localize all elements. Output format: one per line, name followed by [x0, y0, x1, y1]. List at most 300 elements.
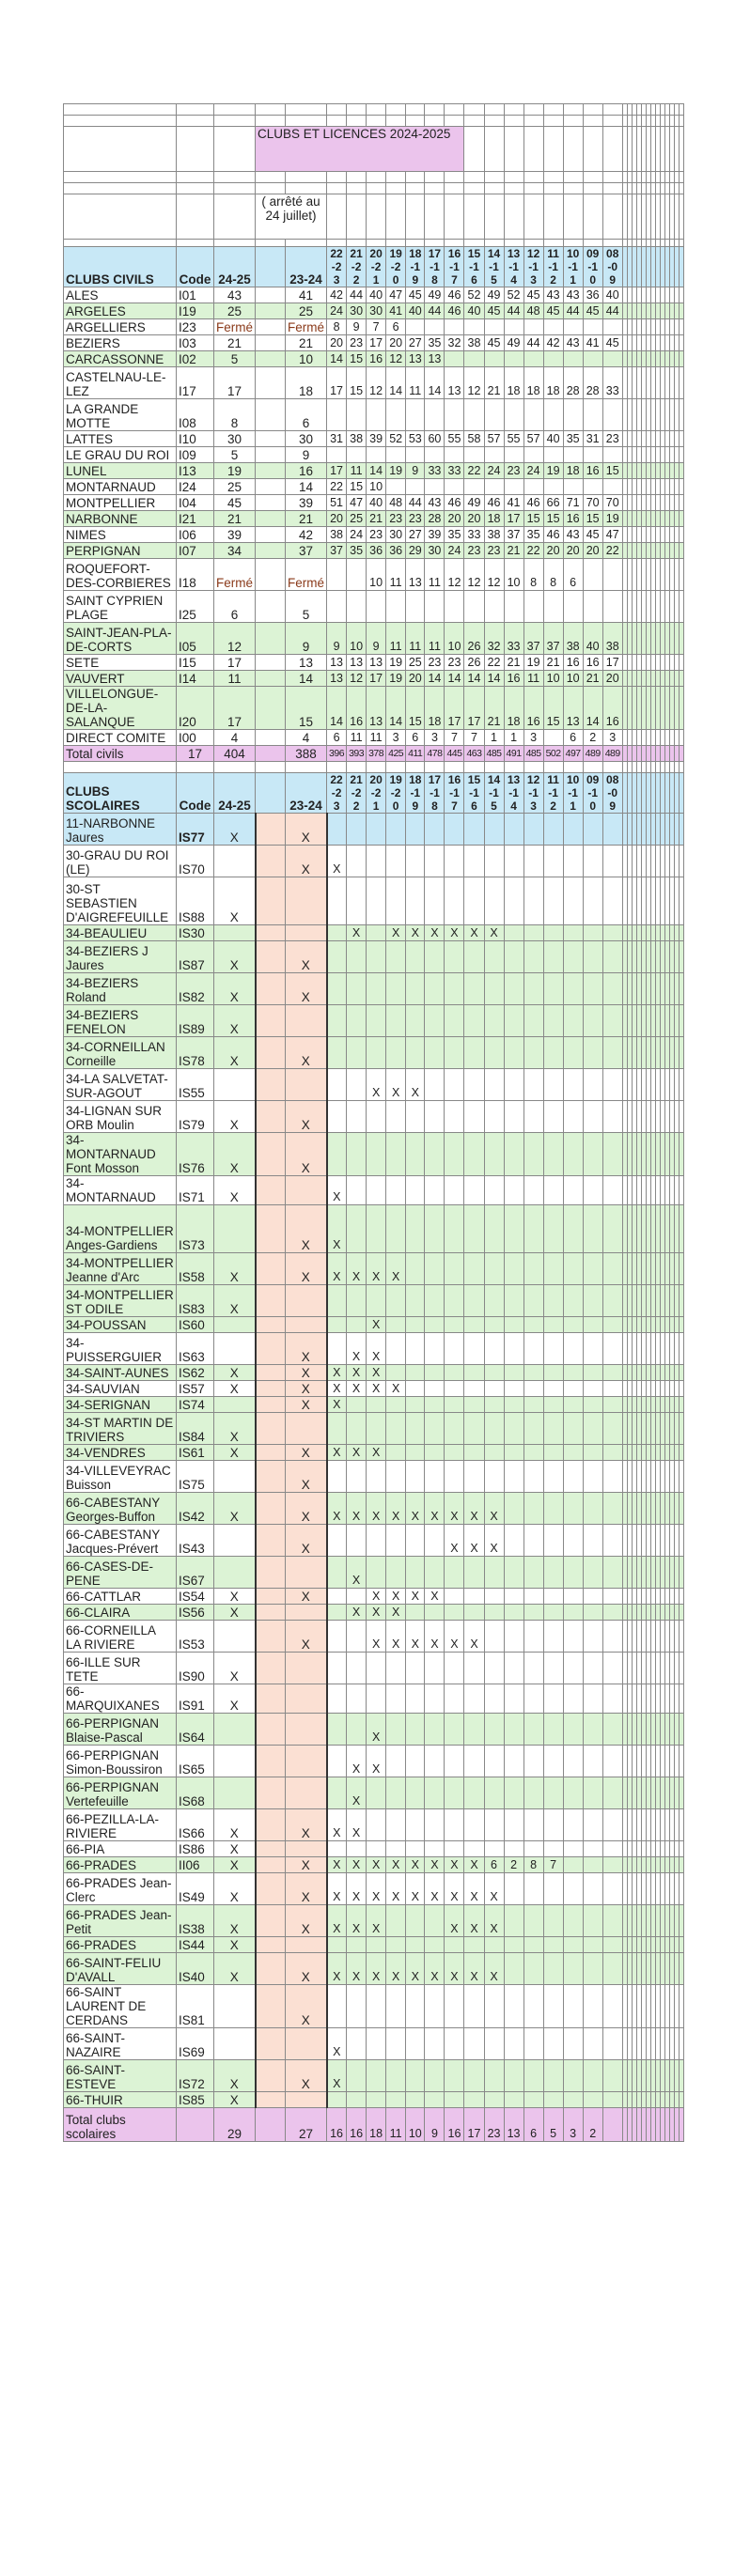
club-code[interactable]: IS76 — [177, 1133, 214, 1176]
licences-2324[interactable]: 14 — [286, 479, 327, 495]
season-value[interactable]: 70 — [583, 495, 602, 511]
licences-2324[interactable]: X — [286, 1461, 327, 1493]
season-value[interactable]: 7 — [445, 730, 464, 746]
club-code[interactable]: II06 — [177, 1857, 214, 1873]
total-season[interactable]: 10 — [406, 2108, 425, 2142]
season-value[interactable] — [327, 2092, 347, 2108]
season-value[interactable]: 9 — [347, 319, 367, 335]
season-value[interactable]: 42 — [543, 335, 563, 351]
season-value[interactable]: X — [386, 925, 406, 941]
season-value[interactable] — [406, 1285, 425, 1317]
empty-cell[interactable] — [504, 172, 523, 183]
season-value[interactable] — [445, 351, 464, 367]
season-value[interactable]: X — [347, 1605, 367, 1621]
licences-2425[interactable]: X — [214, 1873, 256, 1905]
season-value[interactable]: X — [347, 925, 367, 941]
season-value[interactable] — [445, 1005, 464, 1037]
licences-2425[interactable]: 8 — [214, 399, 256, 431]
season-value[interactable] — [523, 1101, 543, 1133]
season-value[interactable] — [425, 319, 445, 335]
licences-2425[interactable] — [214, 1714, 256, 1746]
season-value[interactable]: 37 — [523, 623, 543, 655]
season-value[interactable] — [425, 1397, 445, 1413]
season-value[interactable]: X — [367, 1333, 386, 1365]
season-value[interactable] — [583, 2092, 602, 2108]
season-value[interactable] — [464, 1653, 484, 1684]
empty-cell[interactable] — [563, 240, 583, 247]
licences-2425[interactable]: 25 — [214, 479, 256, 495]
season-value[interactable] — [425, 1746, 445, 1777]
empty-cell[interactable] — [256, 877, 286, 925]
season-value[interactable] — [445, 846, 464, 877]
season-value[interactable]: X — [347, 1857, 367, 1873]
season-value[interactable]: 23 — [602, 431, 622, 447]
season-value[interactable]: 22 — [523, 543, 543, 559]
empty-cell[interactable] — [256, 846, 286, 877]
season-value[interactable] — [464, 1333, 484, 1365]
season-value[interactable]: X — [445, 1621, 464, 1653]
season-value[interactable]: X — [386, 1621, 406, 1653]
licences-2324[interactable]: 18 — [286, 367, 327, 399]
season-value[interactable] — [464, 973, 484, 1005]
season-value[interactable] — [425, 1285, 445, 1317]
season-value[interactable] — [406, 1445, 425, 1461]
season-value[interactable] — [386, 591, 406, 623]
empty-cell[interactable] — [347, 183, 367, 194]
empty-cell[interactable] — [386, 194, 406, 240]
season-value[interactable] — [583, 1841, 602, 1857]
season-value[interactable]: 20 — [327, 335, 347, 351]
licences-2425[interactable]: X — [214, 1445, 256, 1461]
season-value[interactable] — [523, 1809, 543, 1841]
season-value[interactable]: 43 — [425, 495, 445, 511]
empty-cell[interactable] — [386, 104, 406, 116]
season-value[interactable] — [386, 1397, 406, 1413]
season-value[interactable] — [464, 1317, 484, 1333]
empty-cell[interactable] — [347, 104, 367, 116]
season-value[interactable] — [583, 1461, 602, 1493]
empty-cell[interactable] — [602, 240, 622, 247]
season-value[interactable]: 29 — [406, 543, 425, 559]
season-value[interactable]: X — [327, 2060, 347, 2092]
season-value[interactable]: X — [386, 1857, 406, 1873]
season-value[interactable] — [523, 925, 543, 941]
season-value[interactable] — [347, 2060, 367, 2092]
season-value[interactable] — [583, 1333, 602, 1365]
empty-cell[interactable] — [406, 762, 425, 773]
club-name[interactable]: CARCASSONNE — [64, 351, 177, 367]
season-value[interactable] — [327, 1937, 347, 1953]
table-row[interactable] — [64, 1857, 684, 1873]
club-code[interactable]: IS87 — [177, 941, 214, 973]
empty-cell[interactable] — [679, 1317, 683, 1333]
season-value[interactable]: 19 — [386, 463, 406, 479]
licences-2425[interactable]: X — [214, 1684, 256, 1714]
season-value[interactable] — [445, 2060, 464, 2092]
empty-cell[interactable] — [256, 1365, 286, 1381]
licences-2425[interactable]: X — [214, 1653, 256, 1684]
empty-cell[interactable] — [286, 240, 327, 247]
season-value[interactable] — [563, 1381, 583, 1397]
empty-cell[interactable] — [406, 116, 425, 127]
empty-cell[interactable] — [386, 183, 406, 194]
empty-cell[interactable] — [679, 1461, 683, 1493]
season-value[interactable]: X — [367, 1621, 386, 1653]
licences-2425[interactable] — [214, 1317, 256, 1333]
season-value[interactable] — [583, 814, 602, 846]
season-value[interactable]: X — [425, 1953, 445, 1985]
season-value[interactable] — [504, 479, 523, 495]
empty-cell[interactable] — [256, 1133, 286, 1176]
licences-2425[interactable] — [214, 2028, 256, 2060]
empty-cell[interactable] — [64, 762, 177, 773]
season-value[interactable] — [367, 1985, 386, 2028]
season-value[interactable]: 18 — [523, 367, 543, 399]
season-value[interactable] — [347, 1621, 367, 1653]
season-value[interactable] — [406, 1365, 425, 1381]
season-value[interactable] — [484, 1381, 504, 1397]
season-value[interactable]: 11 — [425, 559, 445, 591]
season-value[interactable] — [583, 1037, 602, 1069]
season-header[interactable]: 12-13 — [523, 247, 543, 287]
season-value[interactable]: X — [367, 1714, 386, 1746]
licences-2324[interactable] — [286, 1557, 327, 1589]
season-value[interactable]: 44 — [523, 335, 543, 351]
empty-cell[interactable] — [679, 1953, 683, 1985]
empty-cell[interactable] — [679, 1069, 683, 1101]
licences-2324[interactable]: 21 — [286, 511, 327, 527]
season-value[interactable] — [602, 1205, 622, 1253]
season-value[interactable]: X — [347, 1557, 367, 1589]
empty-cell[interactable] — [679, 2108, 683, 2142]
empty-cell[interactable] — [602, 762, 622, 773]
empty-cell[interactable] — [256, 183, 286, 194]
season-value[interactable]: 21 — [583, 671, 602, 687]
licences-2425[interactable]: 25 — [214, 303, 256, 319]
season-value[interactable]: 11 — [406, 367, 425, 399]
empty-cell[interactable] — [602, 194, 622, 240]
season-header[interactable]: 09-10 — [583, 247, 602, 287]
empty-cell[interactable] — [679, 1205, 683, 1253]
season-value[interactable] — [563, 1397, 583, 1413]
season-value[interactable] — [406, 1841, 425, 1857]
season-value[interactable] — [602, 1841, 622, 1857]
season-value[interactable] — [543, 925, 563, 941]
club-code[interactable]: IS89 — [177, 1005, 214, 1037]
season-value[interactable] — [563, 1176, 583, 1205]
season-value[interactable]: X — [464, 1905, 484, 1937]
licences-2324[interactable]: X — [286, 1809, 327, 1841]
season-value[interactable]: 1 — [484, 730, 504, 746]
season-value[interactable] — [583, 1253, 602, 1285]
club-name[interactable]: 66-CABESTANY Jacques-Prévert — [64, 1525, 177, 1557]
empty-cell[interactable] — [679, 511, 683, 527]
empty-cell[interactable] — [679, 655, 683, 671]
season-value[interactable] — [543, 1253, 563, 1285]
season-value[interactable] — [543, 319, 563, 335]
season-value[interactable] — [464, 1841, 484, 1857]
season-value[interactable] — [425, 1037, 445, 1069]
club-code[interactable]: IS40 — [177, 1953, 214, 1985]
season-value[interactable] — [367, 1841, 386, 1857]
season-value[interactable] — [484, 2092, 504, 2108]
season-value[interactable] — [602, 399, 622, 431]
season-value[interactable]: 38 — [464, 335, 484, 351]
season-value[interactable] — [563, 1333, 583, 1365]
season-header[interactable]: 19-20 — [386, 773, 406, 814]
season-value[interactable] — [367, 1809, 386, 1841]
season-header[interactable]: 22-23 — [327, 247, 347, 287]
season-value[interactable] — [504, 1413, 523, 1445]
season-value[interactable] — [504, 1746, 523, 1777]
empty-cell[interactable] — [679, 1285, 683, 1317]
empty-cell[interactable] — [177, 104, 214, 116]
empty-cell[interactable] — [256, 1985, 286, 2028]
season-value[interactable] — [425, 1005, 445, 1037]
club-code[interactable]: IS56 — [177, 1605, 214, 1621]
empty-cell[interactable] — [256, 687, 286, 730]
table-row[interactable] — [64, 591, 684, 623]
season-value[interactable] — [602, 1176, 622, 1205]
season-value[interactable] — [327, 1777, 347, 1809]
season-value[interactable]: 40 — [464, 303, 484, 319]
season-value[interactable] — [504, 1101, 523, 1133]
season-header[interactable]: 17-18 — [425, 247, 445, 287]
season-value[interactable] — [504, 1333, 523, 1365]
season-value[interactable] — [464, 2060, 484, 2092]
table-row[interactable] — [64, 973, 684, 1005]
season-value[interactable]: X — [386, 1873, 406, 1905]
empty-cell[interactable] — [256, 240, 286, 247]
season-value[interactable] — [563, 1937, 583, 1953]
season-value[interactable] — [583, 1365, 602, 1381]
empty-cell[interactable] — [256, 335, 286, 351]
empty-cell[interactable] — [464, 104, 484, 116]
club-code[interactable]: IS68 — [177, 1777, 214, 1809]
empty-cell[interactable] — [679, 479, 683, 495]
season-value[interactable] — [583, 973, 602, 1005]
season-value[interactable] — [464, 1777, 484, 1809]
licences-2324[interactable]: 10 — [286, 351, 327, 367]
season-value[interactable] — [464, 846, 484, 877]
season-value[interactable]: 17 — [327, 463, 347, 479]
empty-cell[interactable] — [386, 172, 406, 183]
season-value[interactable] — [583, 559, 602, 591]
season-value[interactable] — [484, 877, 504, 925]
total-season[interactable]: 5 — [543, 2108, 563, 2142]
season-value[interactable] — [347, 1937, 367, 1953]
empty-cell[interactable] — [464, 172, 484, 183]
season-value[interactable] — [523, 1841, 543, 1857]
empty-cell[interactable] — [256, 1493, 286, 1525]
licences-2425[interactable]: X — [214, 2060, 256, 2092]
empty-cell[interactable] — [406, 183, 425, 194]
season-value[interactable] — [386, 1746, 406, 1777]
season-header[interactable]: 21-22 — [347, 773, 367, 814]
season-value[interactable]: 42 — [327, 287, 347, 303]
empty-cell[interactable] — [256, 730, 286, 746]
licences-2324[interactable] — [286, 925, 327, 941]
season-value[interactable] — [563, 1777, 583, 1809]
season-value[interactable] — [464, 1101, 484, 1133]
season-value[interactable] — [386, 1413, 406, 1445]
empty-cell[interactable] — [177, 172, 214, 183]
season-value[interactable]: 10 — [367, 479, 386, 495]
empty-cell[interactable] — [679, 559, 683, 591]
empty-cell[interactable] — [256, 1205, 286, 1253]
club-name[interactable]: 34-MONTPELLIER Jeanne d'Arc — [64, 1253, 177, 1285]
club-code[interactable]: IS66 — [177, 1809, 214, 1841]
empty-cell[interactable] — [327, 116, 347, 127]
club-code[interactable]: IS55 — [177, 1069, 214, 1101]
season-value[interactable] — [504, 1985, 523, 2028]
licences-2425[interactable]: X — [214, 1857, 256, 1873]
season-value[interactable] — [583, 1557, 602, 1589]
season-value[interactable] — [583, 591, 602, 623]
empty-cell[interactable] — [425, 240, 445, 247]
season-header[interactable]: 08-09 — [602, 247, 622, 287]
season-value[interactable]: X — [406, 1589, 425, 1605]
empty-cell[interactable] — [523, 240, 543, 247]
empty-cell[interactable] — [563, 116, 583, 127]
season-value[interactable] — [367, 1005, 386, 1037]
season-value[interactable] — [425, 591, 445, 623]
total-2324[interactable]: 388 — [286, 746, 327, 762]
season-value[interactable]: 41 — [583, 335, 602, 351]
season-value[interactable] — [464, 1589, 484, 1605]
season-value[interactable] — [563, 591, 583, 623]
season-value[interactable]: X — [367, 1873, 386, 1905]
empty-cell[interactable] — [543, 194, 563, 240]
season-value[interactable] — [523, 1653, 543, 1684]
season-value[interactable]: X — [327, 1397, 347, 1413]
season-value[interactable] — [445, 1205, 464, 1253]
season-value[interactable] — [563, 1746, 583, 1777]
empty-cell[interactable] — [256, 1684, 286, 1714]
season-value[interactable] — [602, 1005, 622, 1037]
licences-2324[interactable]: X — [286, 1525, 327, 1557]
season-value[interactable]: 44 — [504, 303, 523, 319]
table-row[interactable] — [64, 479, 684, 495]
empty-cell[interactable] — [256, 1809, 286, 1841]
season-value[interactable] — [602, 447, 622, 463]
season-value[interactable] — [583, 319, 602, 335]
empty-cell[interactable] — [543, 183, 563, 194]
licences-2425[interactable]: 17 — [214, 655, 256, 671]
club-name[interactable]: VILLELONGUE-DE-LA-SALANQUE — [64, 687, 177, 730]
licences-2425[interactable] — [214, 1333, 256, 1365]
licences-2324[interactable]: 4 — [286, 730, 327, 746]
season-value[interactable] — [425, 1133, 445, 1176]
licences-2425[interactable]: X — [214, 814, 256, 846]
season-value[interactable] — [464, 1714, 484, 1746]
season-value[interactable] — [563, 1445, 583, 1461]
club-code[interactable]: I09 — [177, 447, 214, 463]
season-value[interactable] — [523, 2060, 543, 2092]
season-value[interactable]: X — [425, 1621, 445, 1653]
empty-cell[interactable] — [679, 1841, 683, 1857]
season-value[interactable] — [445, 1445, 464, 1461]
season-value[interactable]: X — [327, 1905, 347, 1937]
empty-cell[interactable] — [256, 973, 286, 1005]
season-value[interactable] — [445, 399, 464, 431]
season-value[interactable]: 6 — [327, 730, 347, 746]
season-value[interactable] — [327, 1621, 347, 1653]
licences-2425[interactable]: X — [214, 2092, 256, 2108]
club-name[interactable]: ARGELES — [64, 303, 177, 319]
season-value[interactable] — [425, 1205, 445, 1253]
empty-cell[interactable] — [563, 762, 583, 773]
season-value[interactable] — [504, 1905, 523, 1937]
season-value[interactable]: 15 — [602, 463, 622, 479]
season-value[interactable]: 11 — [367, 730, 386, 746]
empty-cell[interactable] — [286, 104, 327, 116]
season-value[interactable] — [563, 1621, 583, 1653]
empty-cell[interactable] — [327, 240, 347, 247]
licences-2324[interactable] — [286, 1684, 327, 1714]
empty-cell[interactable] — [256, 104, 286, 116]
season-value[interactable] — [563, 973, 583, 1005]
total-season[interactable]: 485 — [484, 746, 504, 762]
club-code[interactable]: I20 — [177, 687, 214, 730]
empty-cell[interactable] — [406, 172, 425, 183]
club-name[interactable]: CASTELNAU-LE-LEZ — [64, 367, 177, 399]
season-value[interactable]: 17 — [445, 687, 464, 730]
empty-cell[interactable] — [64, 127, 177, 172]
season-value[interactable]: 38 — [484, 527, 504, 543]
total-season[interactable]: 16 — [327, 2108, 347, 2142]
table-row[interactable] — [64, 1746, 684, 1777]
season-value[interactable] — [602, 1653, 622, 1684]
season-value[interactable] — [563, 1809, 583, 1841]
empty-cell[interactable] — [386, 116, 406, 127]
season-value[interactable] — [563, 351, 583, 367]
empty-cell[interactable] — [327, 183, 347, 194]
empty-cell[interactable] — [256, 2092, 286, 2108]
table-row[interactable] — [64, 527, 684, 543]
empty-cell[interactable] — [679, 172, 683, 183]
season-value[interactable] — [445, 877, 464, 925]
total-season[interactable]: 411 — [406, 746, 425, 762]
season-value[interactable] — [583, 1937, 602, 1953]
total-season[interactable]: 497 — [563, 746, 583, 762]
season-value[interactable] — [367, 1525, 386, 1557]
total-season[interactable]: 6 — [523, 2108, 543, 2142]
season-value[interactable] — [602, 1413, 622, 1445]
season-value[interactable] — [523, 1589, 543, 1605]
empty-cell[interactable] — [256, 247, 286, 287]
season-value[interactable] — [347, 1317, 367, 1333]
season-value[interactable]: 10 — [347, 623, 367, 655]
empty-cell[interactable] — [679, 846, 683, 877]
season-value[interactable]: X — [484, 1905, 504, 1937]
season-value[interactable]: 11 — [406, 623, 425, 655]
season-value[interactable] — [504, 846, 523, 877]
club-name[interactable]: 66-PRADES — [64, 1857, 177, 1873]
empty-cell[interactable] — [602, 183, 622, 194]
season-value[interactable]: 3 — [425, 730, 445, 746]
season-value[interactable] — [523, 1985, 543, 2028]
table-row[interactable] — [64, 1365, 684, 1381]
season-value[interactable]: X — [445, 1857, 464, 1873]
total-season[interactable]: 393 — [347, 746, 367, 762]
season-value[interactable]: 19 — [543, 463, 563, 479]
season-value[interactable] — [484, 2060, 504, 2092]
season-value[interactable]: X — [484, 1525, 504, 1557]
empty-cell[interactable] — [367, 183, 386, 194]
season-value[interactable]: 11 — [523, 671, 543, 687]
licences-2425[interactable] — [214, 1525, 256, 1557]
